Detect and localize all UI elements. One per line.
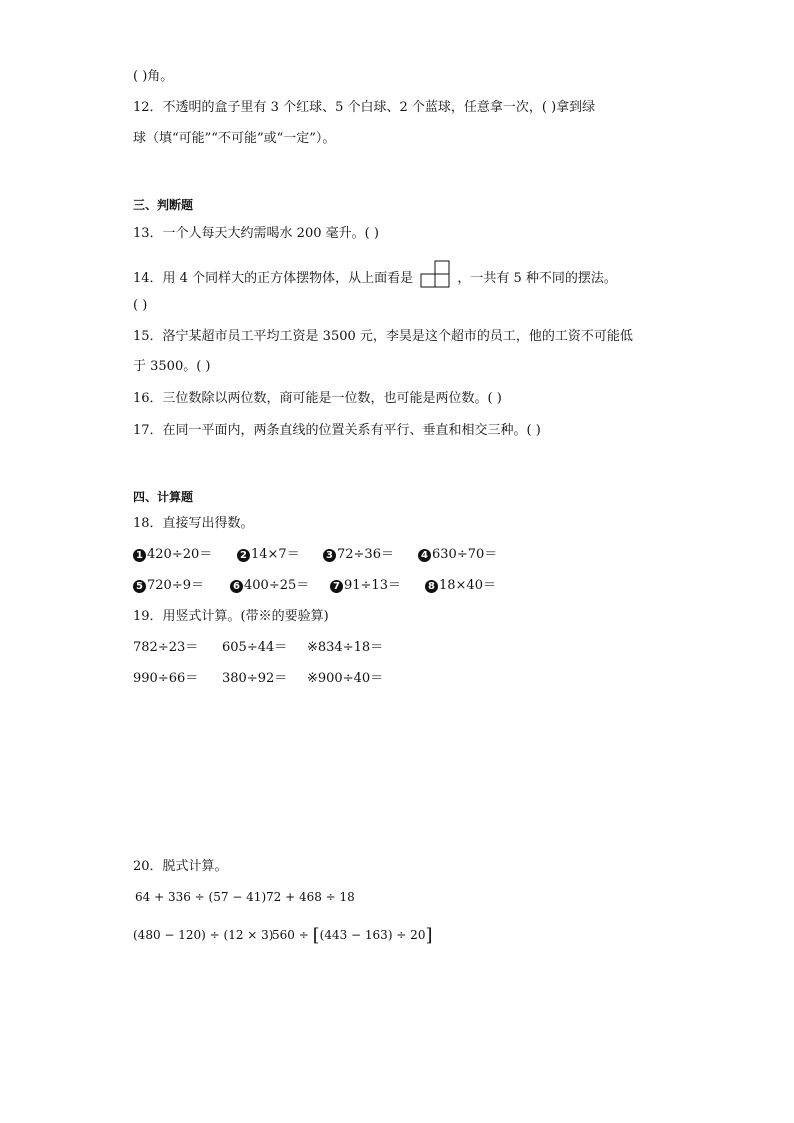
circled-number-icon: 2	[237, 549, 250, 562]
close-bracket: ]	[425, 925, 433, 946]
circled-number-icon: 8	[425, 580, 438, 593]
calc-expression: 91÷13＝	[344, 578, 401, 593]
step-calc-1: 64 + 336 ÷ (57 − 41)	[135, 890, 267, 904]
calc-expression: 420÷20＝	[147, 547, 213, 562]
question-18: 18．直接写出得数。	[133, 516, 254, 531]
circled-number-icon: 5	[133, 580, 146, 593]
question-19: 19．用竖式计算。(带※的要验算)	[133, 609, 329, 624]
question-15-line-1: 15．洛宁某超市员工平均工资是 3500 元，李昊是这个超市的员工，他的工资不可能低	[133, 329, 633, 344]
circled-number-icon: 7	[330, 580, 343, 593]
question-12-line-2: 球（填“可能”“不可能”或“一定”）。	[133, 131, 336, 146]
direct-calc-8	[425, 577, 496, 595]
question-12-line-1: 12．不透明的盒子里有 3 个红球、5 个白球、2 个蓝球，任意拿一次，( )拿到绿	[133, 100, 596, 115]
question-17: 17．在同一平面内，两条直线的位置关系有平行、垂直和相交三种。( )	[133, 423, 541, 438]
step-calc-2: 72 + 468 ÷ 18	[266, 890, 355, 904]
calc-expression: 18×40＝	[439, 578, 496, 593]
question-20: 20．脱式计算。	[133, 859, 228, 874]
question-13: 13．一个人每天大约需喝水 200 毫升。( )	[133, 226, 379, 241]
calc-expression: 630÷70＝	[432, 547, 498, 562]
vertical-calc-1: 782÷23＝	[133, 640, 199, 655]
circled-number-icon: 4	[418, 549, 431, 562]
direct-calc-6	[230, 577, 309, 595]
vertical-calc-5: 380÷92＝	[222, 671, 288, 686]
direct-calc-4	[418, 546, 497, 564]
question-16: 16．三位数除以两位数，商可能是一位数，也可能是两位数。( )	[133, 391, 502, 406]
vertical-calc-2: 605÷44＝	[222, 640, 288, 655]
step-calc-3: (480 − 120) ÷ (12 × 3)	[133, 928, 274, 942]
circled-number-icon: 3	[323, 549, 336, 562]
question-14-text-pre: 14．用 4 个同样大的正方体摆物体，从上面看是	[133, 271, 414, 286]
section-4-title: 四、计算题	[133, 490, 194, 504]
calc-expression: 72÷36＝	[337, 547, 394, 562]
step-calc-4-pre: 560 ÷	[272, 928, 309, 942]
question-14-line-1	[133, 260, 617, 294]
direct-calc-3	[323, 546, 394, 564]
question-15-line-2: 于 3500。( )	[133, 359, 211, 374]
step-calc-4-inner: (443 − 163) ÷ 20	[319, 928, 426, 942]
circled-number-icon: 1	[133, 549, 146, 562]
vertical-calc-3: ※834÷18＝	[307, 640, 384, 655]
direct-calc-1	[133, 546, 212, 564]
top-view-figure-icon	[419, 260, 451, 294]
direct-calc-7	[330, 577, 401, 595]
vertical-calc-4: 990÷66＝	[133, 671, 199, 686]
question-14-text-post: ，一共有 5 种不同的摆法。	[457, 271, 617, 286]
calc-expression: 720÷9＝	[147, 578, 204, 593]
circled-number-icon: 6	[230, 580, 243, 593]
direct-calc-2	[237, 546, 300, 564]
open-bracket: [	[312, 925, 320, 946]
line-11-end: ( )角。	[133, 69, 174, 84]
direct-calc-5	[133, 577, 204, 595]
vertical-calc-6: ※900÷40＝	[307, 671, 384, 686]
step-calc-4	[272, 926, 432, 944]
section-3-title: 三、判断题	[133, 198, 194, 212]
question-14-answer-blank: ( )	[133, 298, 148, 313]
calc-expression: 14×7＝	[251, 547, 300, 562]
calc-expression: 400÷25＝	[244, 578, 310, 593]
